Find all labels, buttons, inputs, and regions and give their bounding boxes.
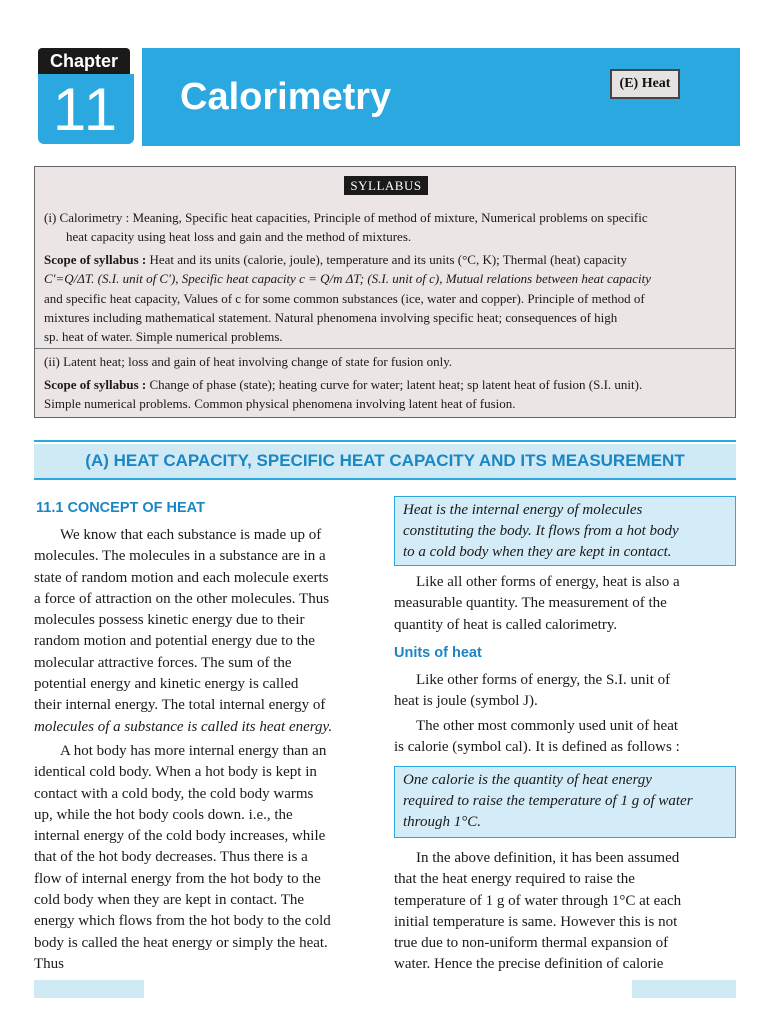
text-line: The other most commonly used unit of heat bbox=[416, 718, 679, 734]
text-line: that the heat energy required to raise the bbox=[394, 871, 635, 888]
concept-of-heat-heading: 11.1 CONCEPT OF HEAT bbox=[36, 500, 205, 516]
text-line: their internal energy. The total internal energy of bbox=[34, 697, 326, 714]
text-line: required to raise the temperature of 1 g of water bbox=[403, 793, 693, 809]
left-para-1 bbox=[34, 525, 378, 738]
text-line: measurable quantity. The measurement of the bbox=[394, 595, 667, 612]
text-line: contact with a cold body, the cold body warms bbox=[34, 785, 314, 802]
text-line: molecules. The molecules in a substance are in a bbox=[34, 548, 326, 565]
scope-label: Scope of syllabus : bbox=[44, 377, 147, 392]
syllabus-line: sp. heat of water. Simple numerical problems. bbox=[44, 329, 283, 345]
text-line: flow of internal energy from the hot body to the bbox=[34, 870, 321, 887]
text-line: A hot body has more internal energy than an bbox=[60, 743, 327, 759]
syllabus-line: Simple numerical problems. Common physical phenomena involving latent heat of fusion. bbox=[44, 396, 516, 412]
syllabus-line: Change of phase (state); heating curve for water; latent heat; sp latent heat of fusion (S.I. unit). bbox=[146, 377, 643, 392]
syllabus-line: Heat and its units (calorie, joule), temperature and its units (°C, K); Thermal (heat) capacity bbox=[146, 252, 627, 267]
chapter-number: 11 bbox=[38, 74, 134, 144]
text-line: internal energy of the cold body increases, while bbox=[34, 828, 326, 845]
text-line: Like other forms of energy, the S.I. unit of bbox=[416, 672, 671, 688]
text-line: state of random motion and each molecule exerts bbox=[34, 569, 329, 586]
syllabus-scope1 bbox=[44, 250, 734, 346]
footer-bar-left bbox=[34, 980, 144, 998]
syllabus-scope2 bbox=[44, 375, 734, 414]
text-line: One calorie is the quantity of heat energy bbox=[403, 772, 652, 788]
syllabus-line: mixtures including mathematical statement. Natural phenomena involving specific heat; consequences of high bbox=[44, 309, 618, 325]
right-para-2 bbox=[394, 670, 736, 713]
scope-label: Scope of syllabus : bbox=[44, 252, 147, 267]
text-line: Thus bbox=[34, 955, 64, 972]
text-line: energy which flows from the hot body to the cold bbox=[34, 913, 331, 930]
text-line: initial temperature is same. However this is not bbox=[394, 913, 678, 930]
text-line: body is called the heat energy or simply the heat. bbox=[34, 934, 328, 951]
units-of-heat-heading: Units of heat bbox=[394, 645, 482, 661]
text-line: Like all other forms of energy, heat is also a bbox=[416, 574, 680, 590]
syllabus-divider bbox=[34, 348, 736, 349]
text-line: is calorie (symbol cal). It is defined as follows : bbox=[394, 739, 680, 756]
syllabus-part1 bbox=[44, 208, 734, 247]
text-line: Heat is the internal energy of molecules bbox=[403, 502, 643, 518]
text-line: constituting the body. It flows from a hot body bbox=[403, 523, 679, 539]
text-line: In the above definition, it has been assumed bbox=[416, 850, 680, 866]
calorie-definition-box bbox=[394, 766, 736, 838]
text-line: true due to non-uniform thermal expansion of bbox=[394, 935, 669, 952]
text-line: cold body when they are kept in contact. The bbox=[34, 892, 305, 909]
right-para-3 bbox=[394, 716, 736, 759]
chapter-label: Chapter bbox=[38, 48, 130, 74]
text-line: through 1°C. bbox=[403, 814, 481, 830]
syllabus-line: (i) Calorimetry : Meaning, Specific heat capacities, Principle of method of mixture, Numerical problems on specific bbox=[44, 210, 648, 225]
text-line: heat is joule (symbol J). bbox=[394, 693, 538, 710]
syllabus-heading: SYLLABUS bbox=[344, 176, 428, 195]
text-line: molecular attractive forces. The sum of the bbox=[34, 654, 292, 671]
text-line: temperature of 1 g of water through 1°C at each bbox=[394, 892, 682, 909]
chapter-title: Calorimetry bbox=[180, 76, 392, 118]
syllabus-line: heat capacity using heat loss and gain and the method of mixtures. bbox=[66, 229, 412, 245]
text-line: molecules of a substance is called its heat energy. bbox=[34, 718, 333, 735]
text-line: water. Hence the precise definition of calorie bbox=[394, 956, 664, 973]
text-line: We know that each substance is made up of bbox=[60, 527, 322, 543]
text-line: identical cold body. When a hot body is kept in bbox=[34, 764, 317, 781]
section-rule bbox=[34, 440, 736, 442]
text-line: potential energy and kinetic energy is called bbox=[34, 676, 299, 693]
text-line: up, while the hot body cools down. i.e., the bbox=[34, 806, 293, 823]
right-para-4 bbox=[394, 848, 736, 976]
text-line: molecules possess kinetic energy due to their bbox=[34, 612, 305, 629]
text-line: a force of attraction on the other molecules. Thus bbox=[34, 590, 330, 607]
text-line: that of the hot body decreases. Thus there is a bbox=[34, 849, 308, 866]
left-para-2 bbox=[34, 741, 378, 975]
syllabus-line: (ii) Latent heat; loss and gain of heat involving change of state for fusion only. bbox=[44, 354, 453, 369]
right-para-1 bbox=[394, 572, 736, 636]
heat-definition-box bbox=[394, 496, 736, 566]
footer-bar-right bbox=[632, 980, 736, 998]
text-line: to a cold body when they are kept in contact. bbox=[403, 544, 672, 560]
syllabus-line: and specific heat capacity, Values of c for some common substances (ice, water and copper). Principle of method of bbox=[44, 290, 645, 306]
unit-badge: (E) Heat bbox=[610, 69, 680, 99]
syllabus-part2 bbox=[44, 352, 734, 371]
syllabus-line: C′=Q/ΔT. (S.I. unit of C′), Specific heat capacity c = Q/m ΔT; (S.I. unit of c), Mutual relations between heat capacity bbox=[44, 271, 652, 287]
text-line: random motion and potential energy due to the bbox=[34, 633, 315, 650]
section-title: (A) HEAT CAPACITY, SPECIFIC HEAT CAPACITY AND ITS MEASUREMENT bbox=[85, 451, 685, 470]
text-line: quantity of heat is called calorimetry. bbox=[394, 616, 618, 633]
